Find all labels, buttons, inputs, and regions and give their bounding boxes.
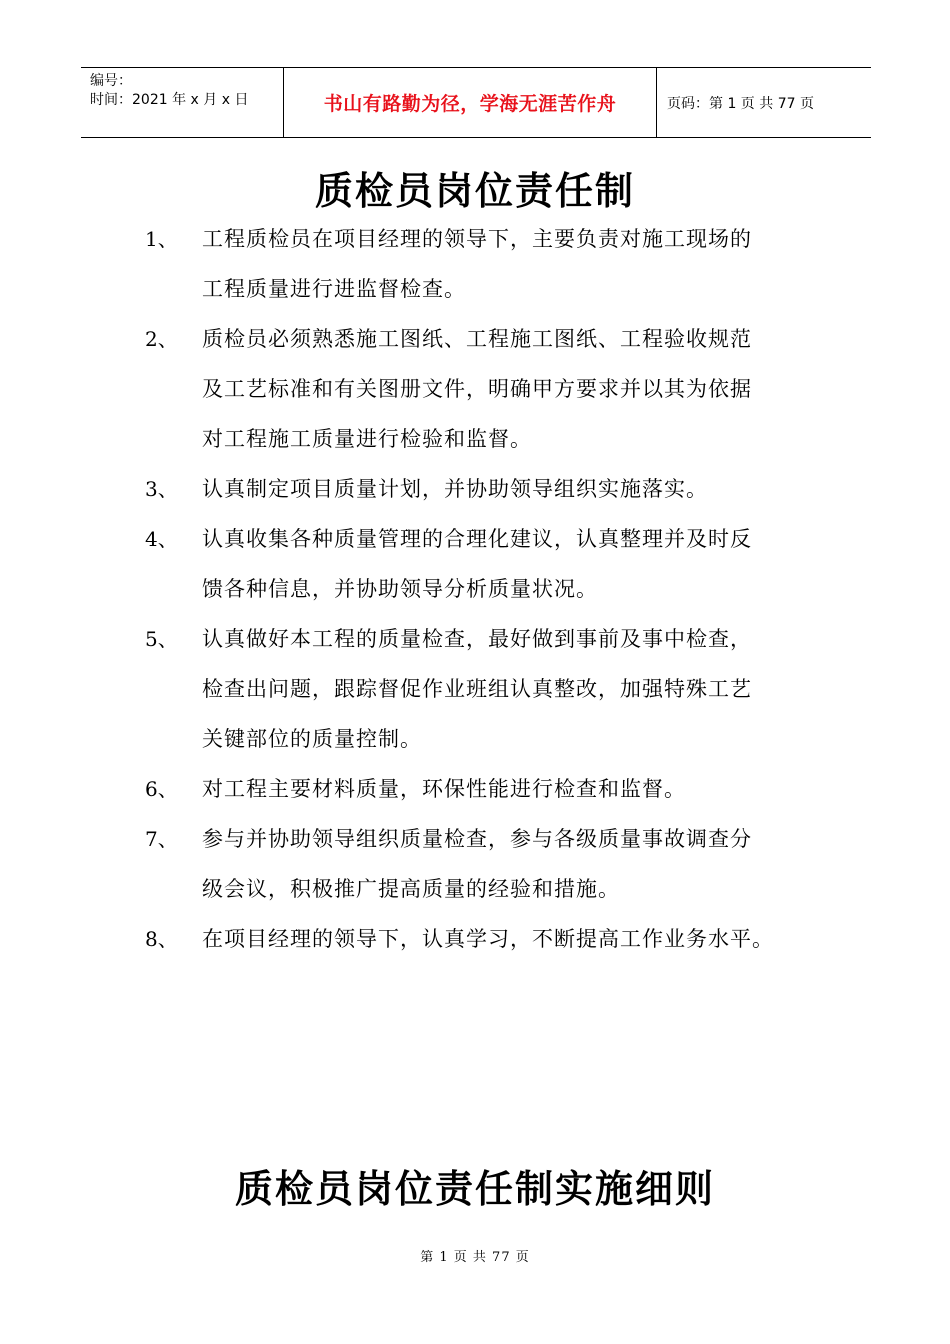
- list-item-text-line: 对工程主要材料质量，环保性能进行检查和监督。: [202, 777, 686, 801]
- list-item-text-line: 对工程施工质量进行检验和监督。: [202, 427, 532, 451]
- header-meta: [81, 68, 283, 137]
- list-item: [0, 814, 950, 914]
- list-item-text-line: 参与并协助领导组织质量检查，参与各级质量事故调查分: [202, 827, 752, 851]
- list-item-text-line: 工程质检员在项目经理的领导下，主要负责对施工现场的: [202, 227, 752, 251]
- list-item-text-line: 级会议，积极推广提高质量的经验和措施。: [202, 877, 620, 901]
- list-item-number: 3、: [145, 477, 178, 501]
- list-item-text-line: 认真制定项目质量计划，并协助领导组织实施落实。: [202, 477, 708, 501]
- list-item: [0, 214, 950, 314]
- list-item-number: 1、: [145, 227, 178, 251]
- document-number-label: 编号：: [90, 73, 132, 89]
- header-page-code: 页码：第 1 页 共 77 页: [667, 95, 814, 112]
- list-item-text-line: 检查出问题，跟踪督促作业班组认真整改，加强特殊工艺: [202, 677, 752, 701]
- list-item-text-line: 在项目经理的领导下，认真学习，不断提高工作业务水平。: [202, 927, 774, 951]
- list-item-number: 4、: [145, 527, 178, 551]
- list-item-number: 8、: [145, 927, 178, 951]
- document-date: 时间：2021 年 x 月 x 日: [90, 92, 249, 108]
- list-item: [0, 514, 950, 614]
- list-item-text-line: 工程质量进行进监督检查。: [202, 277, 466, 301]
- responsibility-list: [0, 214, 950, 964]
- list-item-text-line: 关键部位的质量控制。: [202, 727, 422, 751]
- list-item-text-line: 质检员必须熟悉施工图纸、工程施工图纸、工程验收规范: [202, 327, 752, 351]
- list-item-text-line: 及工艺标准和有关图册文件，明确甲方要求并以其为依据: [202, 377, 752, 401]
- list-item: [0, 764, 950, 814]
- list-item-number: 5、: [145, 627, 178, 651]
- list-item: [0, 314, 950, 464]
- list-item: [0, 614, 950, 764]
- list-item-text-line: 馈各种信息，并协助领导分析质量状况。: [202, 577, 598, 601]
- section-title: 质检员岗位责任制实施细则: [234, 1166, 715, 1211]
- page-footer: 第 1 页 共 77 页: [420, 1250, 530, 1265]
- list-item-text-line: 认真收集各种质量管理的合理化建议，认真整理并及时反: [202, 527, 752, 551]
- document-header: [81, 67, 871, 138]
- list-item-number: 7、: [145, 827, 178, 851]
- header-motto: 书山有路勤为径，学海无涯苦作舟: [283, 68, 657, 137]
- list-item: [0, 464, 950, 514]
- list-item-number: 2、: [145, 327, 178, 351]
- page-title: 质检员岗位责任制: [314, 168, 635, 213]
- list-item-number: 6、: [145, 777, 178, 801]
- list-item-text-line: 认真做好本工程的质量检查，最好做到事前及事中检查，: [202, 627, 752, 651]
- list-item: [0, 914, 950, 964]
